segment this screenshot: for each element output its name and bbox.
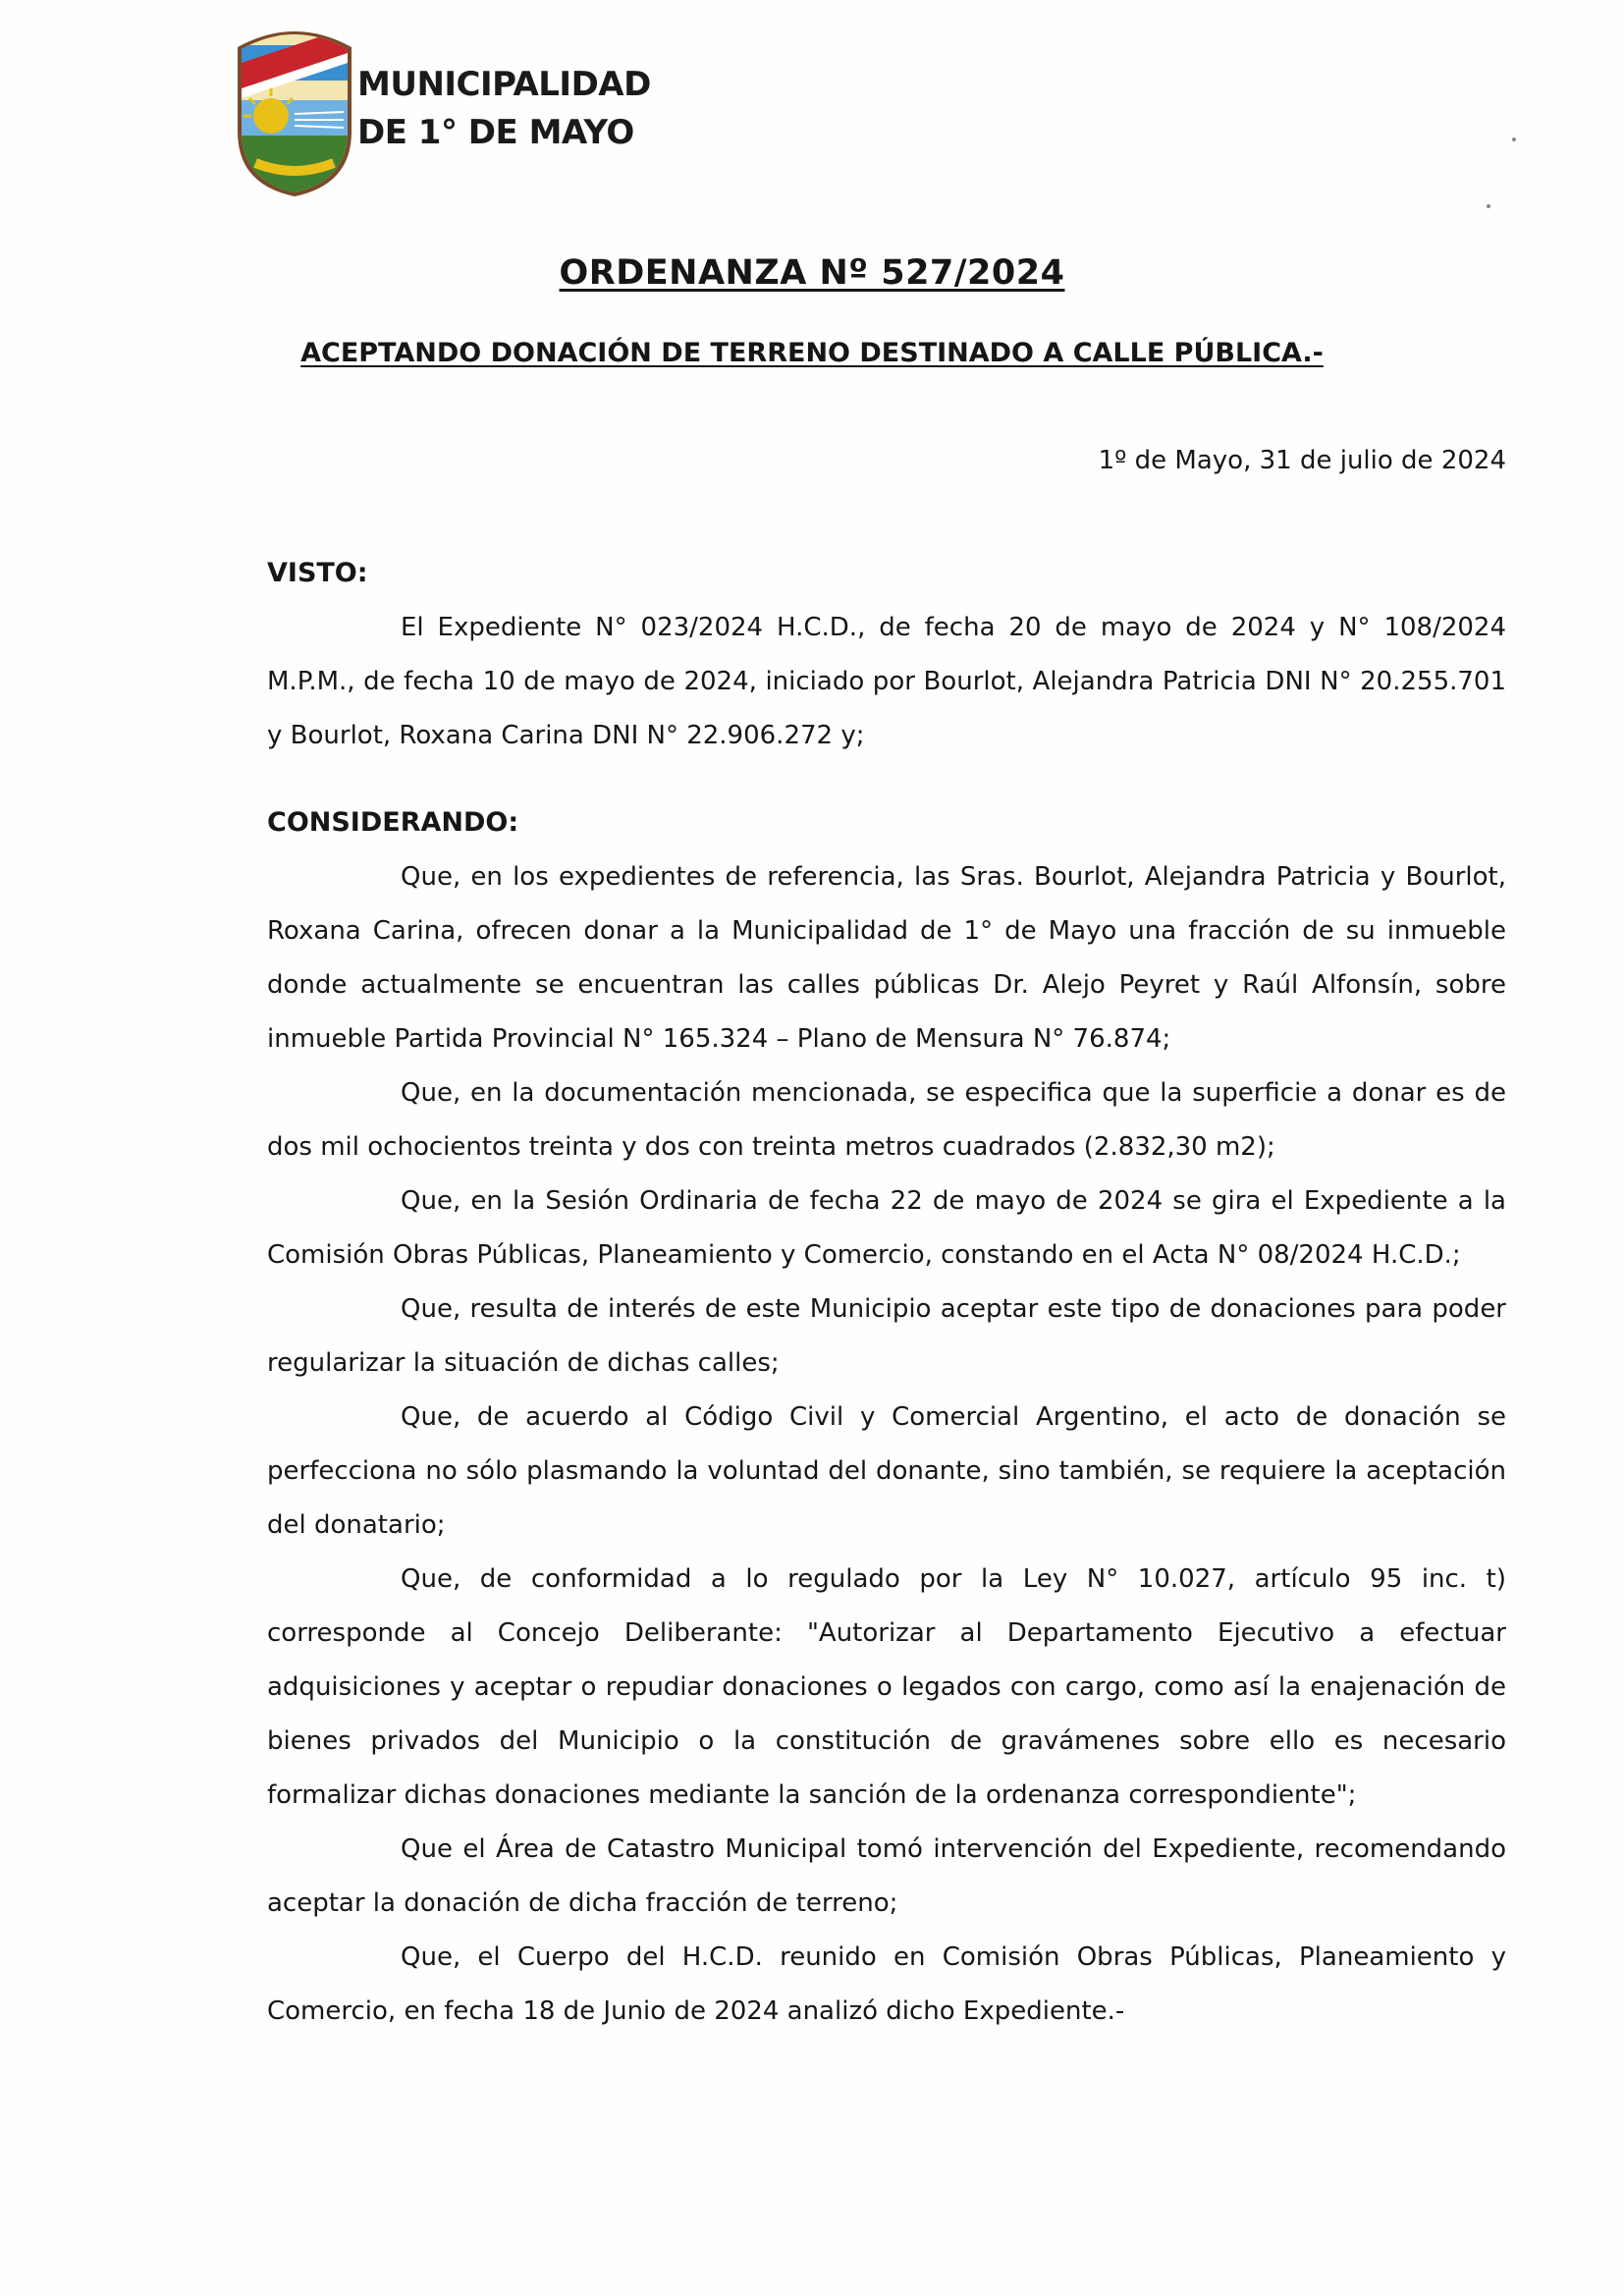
visto-paragraph: El Expediente N° 023/2024 H.C.D., de fecha 20 de mayo de 2024 y N° 108/2024 M.P.M., de fecha 10 de mayo de 2024, iniciado por Bourlot, Alejandra Patricia DNI N° 20.255.701 y Bourlot, Roxana Carina DNI N° 22.906.272 y;	[267, 613, 1506, 750]
considerando-paragraph: Que, el Cuerpo del H.C.D. reunido en Comisión Obras Públicas, Planeamiento y Comercio, en fecha 18 de Junio de 2024 analizó dicho Expediente.-	[267, 1942, 1506, 2026]
municipality-name	[357, 61, 651, 157]
considerando-paragraph: Que, en los expedientes de referencia, las Sras. Bourlot, Alejandra Patricia y Bourlot, Roxana Carina, ofrecen donar a la Municipalidad de 1° de Mayo una fracción de su inmueble donde actualmente se encuentran las calles públicas Dr. Alejo Peyret y Raúl Alfonsín, sobre inmueble Partida Provincial N° 165.324 – Plano de Mensura N° 76.874;	[267, 862, 1506, 1054]
considerando-paragraph: Que, de acuerdo al Código Civil y Comercial Argentino, el acto de donación se perfecciona no sólo plasmando la voluntad del donante, sino también, se requiere la aceptación del donatario;	[267, 1402, 1506, 1540]
ordinance-title: ORDENANZA Nº 527/2024	[559, 253, 1065, 293]
visto-heading: VISTO:	[267, 558, 368, 588]
document-date: 1º de Mayo, 31 de julio de 2024	[1098, 446, 1506, 475]
considerando-paragraph: Que, resulta de interés de este Municipio aceptar este tipo de donaciones para poder regularizar la situación de dichas calles;	[267, 1294, 1506, 1378]
considerando-paragraph: Que, de conformidad a lo regulado por la Ley N° 10.027, artículo 95 inc. t) corresponde al Concejo Deliberante: "Autorizar al Departamento Ejecutivo a efectuar adquisiciones y aceptar o repudiar donaciones o legados con cargo, como así la enajenación de bienes privados del Municipio o la constitución de gravámenes sobre ello es necesario formalizar dichas donaciones mediante la sanción de la ordenanza correspondiente";	[267, 1564, 1506, 1810]
scan-speck	[1487, 204, 1490, 208]
visto-body	[267, 601, 1506, 763]
municipality-line-2: DE 1° DE MAYO	[357, 113, 634, 152]
scan-speck	[1512, 137, 1516, 141]
considerando-heading: CONSIDERANDO:	[267, 807, 519, 838]
considerando-paragraph: Que, en la documentación mencionada, se especifica que la superficie a donar es de dos mil ochocientos treinta y dos con treinta metros cuadrados (2.832,30 m2);	[267, 1078, 1506, 1162]
considerando-paragraph: Que, en la Sesión Ordinaria de fecha 22 de mayo de 2024 se gira el Expediente a la Comisión Obras Públicas, Planeamiento y Comercio, constando en el Acta N° 08/2024 H.C.D.;	[267, 1186, 1506, 1270]
municipality-line-1: MUNICIPALIDAD	[357, 65, 651, 104]
municipal-seal-logo	[236, 26, 353, 196]
ordinance-subtitle: ACEPTANDO DONACIÓN DE TERRENO DESTINADO A CALLE PÚBLICA.-	[300, 338, 1324, 368]
considerando-paragraph: Que el Área de Catastro Municipal tomó intervención del Expediente, recomendando aceptar la donación de dicha fracción de terreno;	[267, 1834, 1506, 1918]
considerando-body	[267, 850, 1506, 2039]
